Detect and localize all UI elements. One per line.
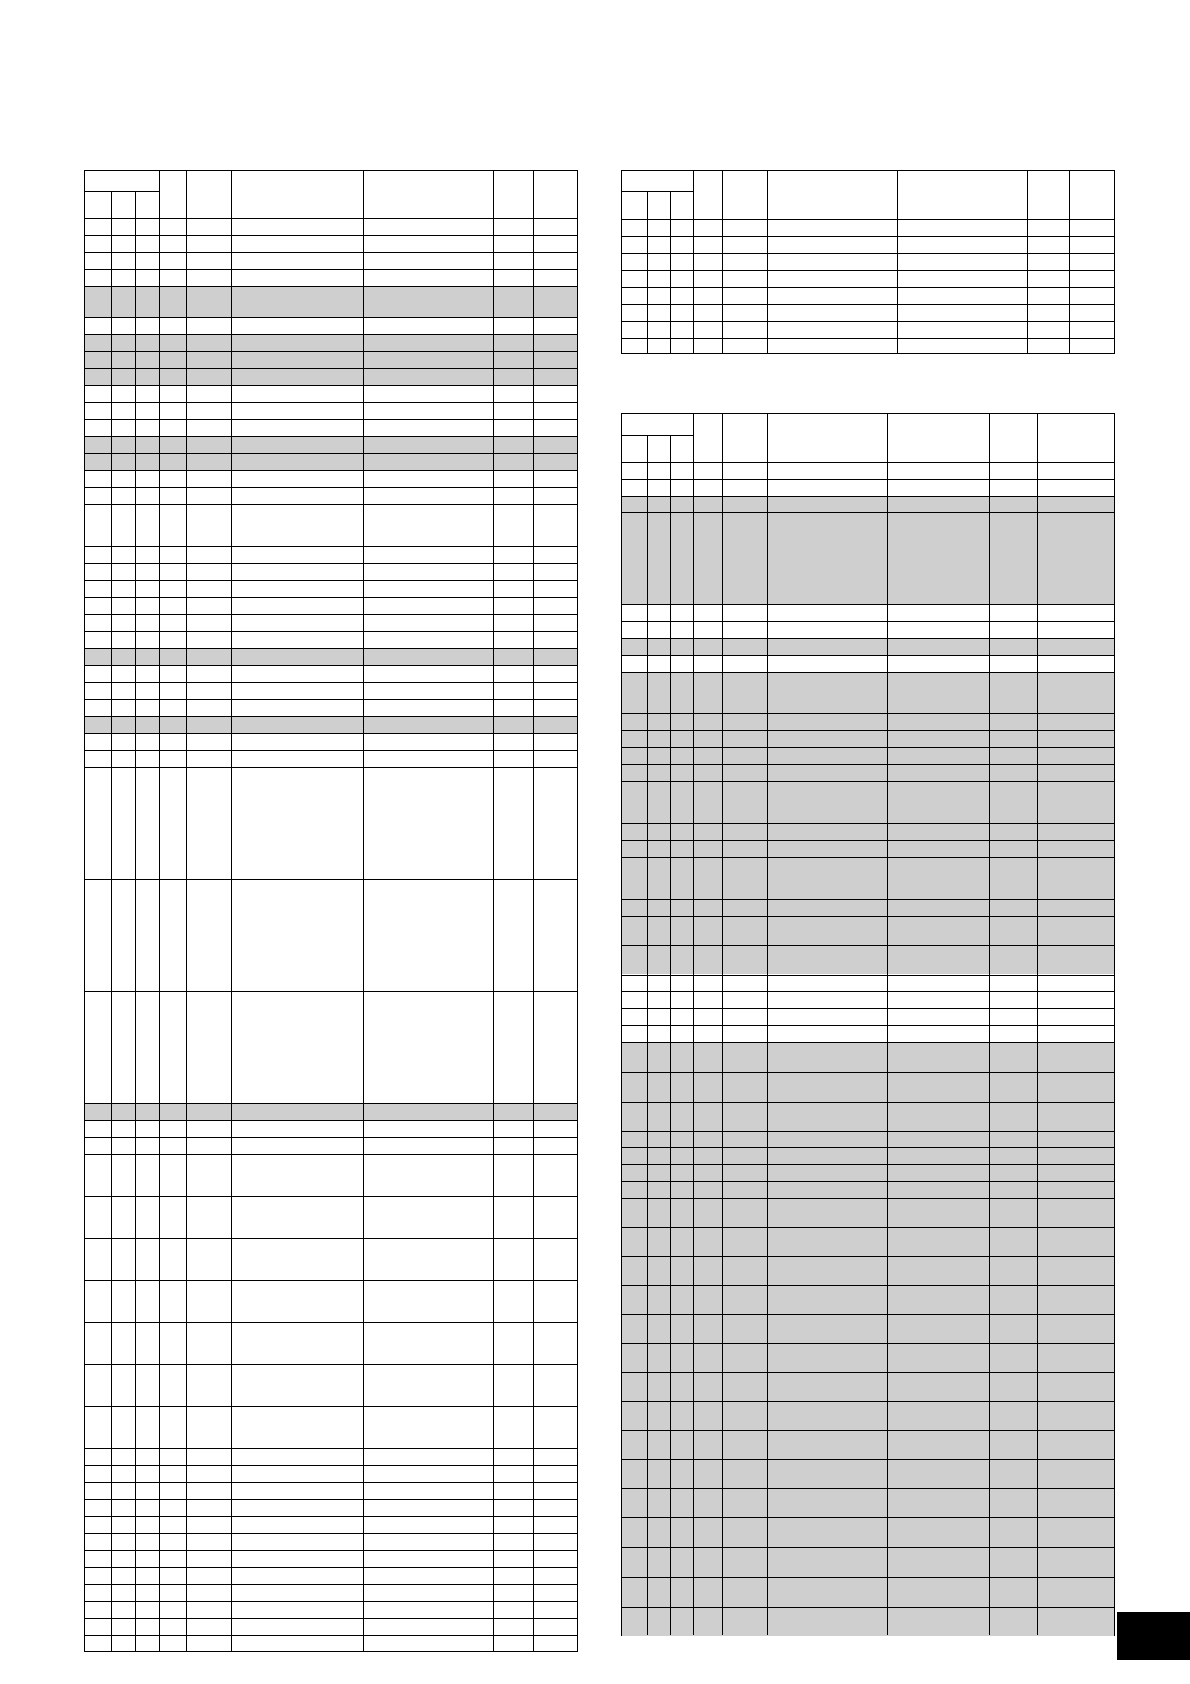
row-divider: [85, 699, 577, 700]
row-divider: [85, 1465, 577, 1466]
row-divider: [85, 1103, 577, 1104]
column-divider: [363, 171, 364, 1651]
row-divider: [622, 1459, 1114, 1460]
column-divider: [111, 191, 112, 1651]
row-divider: [622, 840, 1114, 841]
row-divider: [85, 317, 577, 318]
row-divider: [622, 1008, 1114, 1009]
column-divider: [767, 171, 768, 353]
row-divider: [622, 338, 1114, 339]
row-divider: [622, 655, 1114, 656]
row-divider: [622, 219, 1114, 220]
row-divider: [622, 1517, 1114, 1518]
row-divider: [85, 235, 577, 236]
row-divider: [85, 1137, 577, 1138]
parameter-table-right-bottom: [621, 413, 1115, 1636]
row-divider: [85, 453, 577, 454]
row-divider: [622, 1314, 1114, 1315]
row-divider: [85, 563, 577, 564]
row-divider: [85, 1280, 577, 1281]
row-divider: [622, 1131, 1114, 1132]
row-divider: [85, 470, 577, 471]
row-divider: [622, 991, 1114, 992]
row-divider: [622, 1147, 1114, 1148]
row-divider: [85, 546, 577, 547]
shaded-row: [622, 638, 1114, 655]
row-divider: [85, 252, 577, 253]
row-divider: [622, 321, 1114, 322]
row-divider: [85, 1196, 577, 1197]
row-divider: [85, 1567, 577, 1568]
row-divider: [85, 597, 577, 598]
page-tab-marker: [1117, 1612, 1190, 1660]
row-divider: [85, 1584, 577, 1585]
row-divider: [85, 1618, 577, 1619]
row-divider: [622, 1547, 1114, 1548]
row-divider: [85, 419, 577, 420]
row-divider: [622, 270, 1114, 271]
row-divider: [85, 1322, 577, 1323]
row-divider: [622, 621, 1114, 622]
row-divider: [622, 672, 1114, 673]
row-divider: [622, 857, 1114, 858]
row-divider: [622, 823, 1114, 824]
row-divider: [622, 287, 1114, 288]
row-divider: [622, 496, 1114, 497]
row-divider: [622, 916, 1114, 917]
column-divider: [670, 435, 671, 1635]
row-divider: [85, 1448, 577, 1449]
row-divider: [85, 269, 577, 270]
row-divider: [85, 991, 577, 992]
column-divider: [135, 191, 136, 1651]
row-divider: [85, 487, 577, 488]
row-divider: [85, 368, 577, 369]
row-divider: [85, 648, 577, 649]
row-divider: [85, 1601, 577, 1602]
row-divider: [622, 512, 1114, 513]
row-divider: [85, 1154, 577, 1155]
row-divider: [622, 945, 1114, 946]
row-divider: [85, 879, 577, 880]
row-divider: [622, 1102, 1114, 1103]
header-group-divider: [85, 191, 159, 192]
column-divider: [533, 171, 534, 1651]
column-divider: [186, 171, 187, 1651]
row-divider: [622, 899, 1114, 900]
row-divider: [622, 747, 1114, 748]
row-divider: [622, 236, 1114, 237]
row-divider: [622, 1042, 1114, 1043]
row-divider: [622, 604, 1114, 605]
row-divider: [85, 1516, 577, 1517]
row-divider: [622, 764, 1114, 765]
row-divider: [85, 286, 577, 287]
row-divider: [622, 253, 1114, 254]
row-divider: [622, 1577, 1114, 1578]
row-divider: [85, 614, 577, 615]
row-divider: [622, 1256, 1114, 1257]
row-divider: [85, 1238, 577, 1239]
row-divider: [85, 334, 577, 335]
column-divider: [647, 435, 648, 1635]
parameter-table-left: [84, 170, 578, 1652]
row-divider: [622, 730, 1114, 731]
row-divider: [622, 1285, 1114, 1286]
row-divider: [622, 1227, 1114, 1228]
column-divider: [231, 171, 232, 1651]
row-divider: [85, 1120, 577, 1121]
row-divider: [622, 1488, 1114, 1489]
row-divider: [622, 1607, 1114, 1608]
row-divider: [622, 713, 1114, 714]
row-divider: [85, 682, 577, 683]
column-divider: [693, 171, 694, 353]
row-divider: [622, 1164, 1114, 1165]
column-divider: [1027, 171, 1028, 353]
header-group-divider: [622, 435, 693, 436]
column-divider: [897, 171, 898, 353]
row-divider: [622, 781, 1114, 782]
row-divider: [622, 638, 1114, 639]
row-divider: [85, 1550, 577, 1551]
row-divider: [85, 1482, 577, 1483]
row-divider: [85, 385, 577, 386]
parameter-table-right-top: [621, 170, 1115, 354]
header-group-divider: [622, 191, 693, 192]
row-divider: [622, 1072, 1114, 1073]
row-divider: [622, 462, 1114, 463]
column-divider: [670, 191, 671, 353]
row-divider: [622, 1025, 1114, 1026]
row-divider: [85, 767, 577, 768]
row-divider: [622, 1198, 1114, 1199]
column-divider: [647, 191, 648, 353]
row-divider: [85, 631, 577, 632]
column-divider: [493, 171, 494, 1651]
row-divider: [85, 750, 577, 751]
row-divider: [622, 479, 1114, 480]
row-divider: [622, 1372, 1114, 1373]
row-divider: [85, 436, 577, 437]
row-divider: [85, 733, 577, 734]
column-divider: [159, 171, 160, 1651]
row-divider: [622, 1401, 1114, 1402]
row-divider: [85, 504, 577, 505]
row-divider: [85, 1364, 577, 1365]
row-divider: [85, 665, 577, 666]
row-divider: [85, 716, 577, 717]
row-divider: [622, 1343, 1114, 1344]
row-divider: [85, 402, 577, 403]
column-divider: [722, 171, 723, 353]
row-divider: [85, 580, 577, 581]
row-divider: [622, 975, 1114, 976]
row-divider: [622, 1430, 1114, 1431]
row-divider: [85, 218, 577, 219]
row-divider: [85, 351, 577, 352]
column-divider: [1069, 171, 1070, 353]
row-divider: [85, 1499, 577, 1500]
row-divider: [85, 1635, 577, 1636]
row-divider: [622, 1181, 1114, 1182]
row-divider: [622, 304, 1114, 305]
row-divider: [85, 1406, 577, 1407]
row-divider: [85, 1533, 577, 1534]
